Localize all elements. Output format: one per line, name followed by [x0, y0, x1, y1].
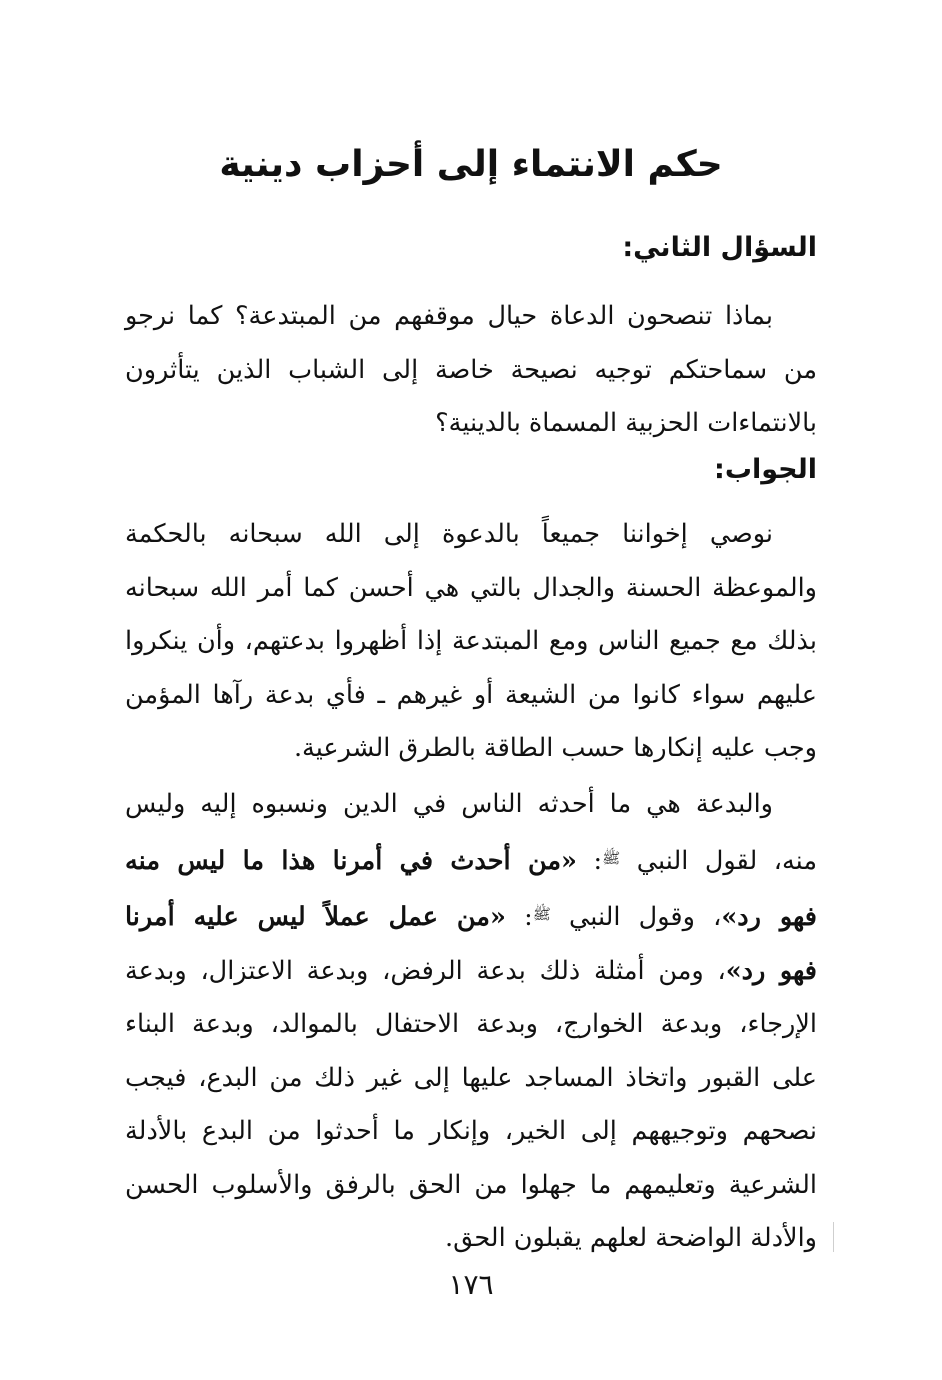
question-line: بالانتماءات الحزبية المسماة بالدينية؟: [435, 408, 817, 438]
colon: :: [524, 902, 533, 932]
plain-text: ، وقول النبي: [569, 902, 722, 932]
plain-text: ، ومن أمثلة ذلك بدعة الرفض، وبدعة الاعتزال، وبدعة: [125, 955, 726, 986]
book-page: [125, 0, 817, 1380]
pbuh-glyph: ﷺ: [602, 848, 621, 867]
answer-line: والأدلة الواضحة لعلهم يقبلون الحق.: [444, 1223, 817, 1253]
hadith-quote: «من أحدث في أمرنا هذا ما ليس منه: [125, 845, 577, 876]
hadith-quote: «من عمل عملاً ليس عليه أمرنا: [125, 902, 506, 932]
answer-line: [125, 888, 817, 945]
question-heading: السؤال الثاني:: [622, 232, 817, 263]
answer-paragraph-2: [125, 778, 817, 1266]
colon: :: [593, 845, 603, 876]
page-title: حكم الانتماء إلى أحزاب دينية: [219, 144, 723, 185]
answer-line: نصحهم وتوجيههم إلى الخير، وإنكار ما أحدثوا من البدع بالأدلة: [125, 1116, 817, 1146]
answer-line: وجب عليه إنكارها حسب الطاقة بالطرق الشرعية.: [293, 733, 817, 763]
question-text: [125, 290, 817, 451]
question-line: من سماحتكم توجيه نصيحة خاصة إلى الشباب الذين يتأثرون: [125, 354, 817, 385]
answer-line: [125, 945, 817, 999]
answer-line: عليهم سواء كانوا من الشيعة أو غيرهم ـ فأي بدعة رآها المؤمن: [125, 679, 817, 710]
answer-line: الإرجاء، وبدعة الخوارج، وبدعة الاحتفال بالموالد، وبدعة البناء: [125, 1009, 817, 1039]
answer-line: على القبور واتخاذ المساجد عليها إلى غير ذلك من البدع، فيجب: [125, 1062, 817, 1093]
answer-line: الشرعية وتعليمهم ما جهلوا من الحق بالرفق والأسلوب الحسن: [125, 1169, 817, 1200]
plain-text: منه، لقول النبي: [636, 845, 818, 876]
hadith-quote: فهو رد»: [721, 902, 817, 932]
margin-mark: [833, 1222, 834, 1252]
answer-line: بذلك مع جميع الناس ومع المبتدعة إذا أظهروا بدعتهم، وأن ينكروا: [125, 626, 817, 656]
pbuh-glyph: ﷺ: [532, 905, 551, 923]
question-line: بماذا تنصحون الدعاة حيال موقفهم من المبتدعة؟ كما نرجو: [125, 301, 773, 331]
answer-heading: الجواب:: [714, 454, 817, 485]
answer-line: والموعظة الحسنة والجدال بالتي هي أحسن كما أمر الله سبحانه: [125, 572, 817, 603]
answer-line: والبدعة هي ما أحدثه الناس في الدين ونسبوه إليه وليس: [125, 789, 773, 819]
answer-line: [125, 832, 817, 889]
hadith-quote: فهو رد»: [725, 955, 817, 986]
page-number: ١٧٦: [448, 1268, 494, 1301]
answer-paragraph-1: [125, 508, 817, 776]
answer-line: نوصي إخواننا جميعاً بالدعوة إلى الله سبحانه بالحكمة: [125, 519, 773, 549]
